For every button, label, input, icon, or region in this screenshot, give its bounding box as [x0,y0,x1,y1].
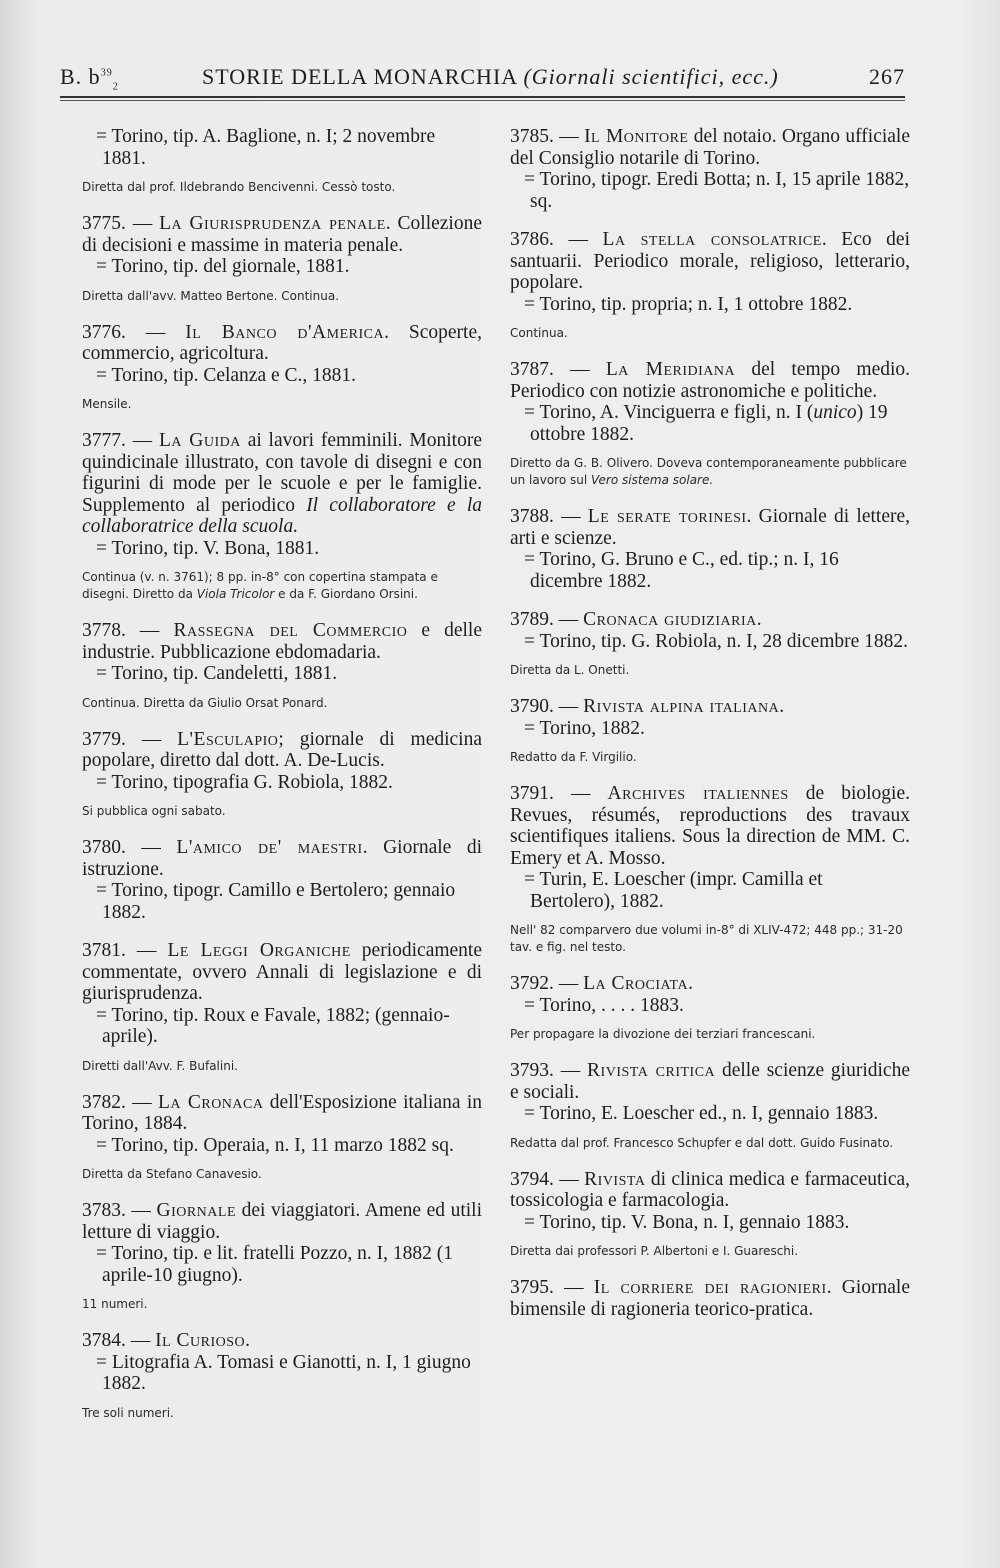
entry-imprint [82,1243,482,1286]
entry-title: Rivista critica [587,1060,716,1081]
entry-title: La Guida [158,430,241,451]
imprint-text: = Torino, tip. V. Bona, n. I, gennaio 1883. [524,1211,850,1233]
note-italic: Vero sistema solare. [591,473,714,487]
catalog-entry [82,1330,482,1422]
entry-description: de biologie. Revues, résumés, reproductions des travaux scientifiques italiens. Sous la direction de MM. C. Emery et A. Mosso. [510,783,910,869]
entry-number: 3783. — [82,1200,157,1221]
entry-description: . [756,609,762,630]
entry-description: dell'Esposizione italiana in Torino, 1884. [82,1091,482,1134]
entry-imprint [510,631,910,653]
entry-imprint [510,995,910,1017]
entry-imprint [82,663,482,685]
entry-title: Rassegna del Commercio [173,620,408,641]
entry-title: La stella consolatrice [602,229,822,250]
note-text: Per propagare la divozione dei terziari francescani. [510,1027,816,1041]
entry-number: 3777. — [82,430,159,451]
catalog-entry [82,322,482,414]
entry-description: ; giornale di medicina popolare, diretto dal dott. A. De-Lucis. [82,728,482,771]
imprint-text: = Torino, tip. G. Robiola, n. I, 28 dicembre 1882. [524,630,909,652]
catalog-entry [82,1200,482,1313]
entry-imprint [82,365,482,387]
entry-number: 3778. — [82,620,174,641]
entry-description: . Giornale di istruzione. [82,837,482,880]
header-rule [60,96,905,98]
entry-number: 3791. — [510,783,608,804]
entry-note [82,1166,482,1183]
entry-note [82,288,482,305]
entry-note [510,1026,910,1043]
catalog-entry [510,1169,910,1261]
entry-note [510,922,910,956]
entry-imprint [510,402,910,445]
entry-description: dei viaggiatori. Amene ed utili letture di viaggio. [82,1200,483,1243]
imprint-text: = Torino, tip. Operaia, n. I, 11 marzo 1882 sq. [96,1134,454,1156]
catalog-entry [82,620,482,712]
note-text: Diretta dall'avv. Matteo Bertone. Continua. [82,288,340,303]
note-text: Diretta dal prof. Ildebrando Bencivenni. Cessò tosto. [82,180,396,194]
imprint-text: ) 19 ottobre 1882. [530,402,888,445]
imprint-text: = Torino, tip. A. Baglione, n. I; 2 novembre 1881. [96,126,436,169]
imprint-text: = Torino, tip. Roux e Favale, 1882; (gennaio-aprile). [96,1004,450,1047]
entry-number: 3788. — [510,506,588,527]
entry-description: del notaio. Organo ufficiale del Consiglio notarile di Torino. [510,126,910,169]
note-text: Redatto da F. Virgilio. [510,750,637,764]
catalog-entry [82,940,482,1075]
imprint-text: = Torino, tip. del giornale, 1881. [96,256,350,277]
note-text: 11 numeri. [82,1297,148,1311]
entry-number: 3785. — [510,126,585,147]
note-text: Diretta da Stefano Canavesio. [82,1167,262,1181]
entry-note [82,179,482,196]
imprint-text: = Turin, E. Loescher (impr. Camilla et Bertolero), 1882. [524,869,823,912]
entry-description: e delle industrie. Pubblicazione ebdomadaria. [82,620,482,663]
entry-title-line [82,729,482,772]
entry-description: . [688,973,693,994]
note-italic: Viola Tricolor [196,587,275,601]
entry-description: ai lavori femminili. Monitore quindicinale illustrato, con tavole di disegni e con figurini di mode per le scuole e per le famiglie. Supplemento al periodico [82,430,482,516]
catalog-entry [510,1277,910,1320]
entry-description: delle scienze giuridiche e sociali. [510,1060,910,1103]
entry-imprint [82,1135,482,1157]
entry-number: 3781. — [82,940,168,961]
entry-description-italic: Il collaboratore e la collaboratrice della scuola. [82,494,482,537]
catalog-entry [510,973,910,1043]
entry-title-line [510,1169,910,1212]
entry-number: 3779. — [82,728,178,750]
catalog-entry [510,229,910,342]
entry-number: 3776. — [82,321,186,343]
entry-title: Cronaca giudiziaria [583,609,757,630]
imprint-text: = Litografia A. Tomasi e Gianotti, n. I, 1 giugno 1882. [96,1351,471,1394]
catalog-entry [510,506,910,592]
entry-note [510,1135,910,1152]
entry-title-line [82,837,482,880]
entry-title: Le Leggi Organiche [167,940,351,961]
imprint-text: = Torino, tipogr. Eredi Botta; n. I, 15 aprile 1882, sq. [524,169,910,212]
catalog-entry [82,1092,482,1184]
entry-title: Il Curioso [155,1330,246,1351]
entry-imprint [510,549,910,592]
note-text: Diretta dai professori P. Albertoni e I. Guareschi. [510,1244,799,1258]
entry-imprint [82,538,482,560]
entry-description: . Giornale bimensile di ragioneria teorico-pratica. [510,1277,910,1320]
entry-number: 3787. — [510,359,606,380]
entry-description: . Collezione di decisioni e massime in materia penale. [82,213,482,256]
imprint-text: = Torino, tip. V. Bona, 1881. [96,537,320,559]
entry-note [82,1296,482,1313]
entry-imprint [82,1005,482,1048]
entry-title-line [510,126,910,169]
entry-description: . Eco dei santuarii. Periodico morale, religioso, letterario, popolare. [510,229,910,293]
note-text: Redatta dal prof. Francesco Schupfer e dal dott. Guido Fusinato. [510,1135,894,1150]
catalog-entry [82,837,482,923]
note-text: Si pubblica ogni sabato. [82,804,226,818]
entry-title-line [82,1330,482,1352]
entry-note [510,1243,910,1260]
catalog-entry [510,359,910,489]
entry-title: La Crociata [583,973,689,994]
imprint-text: = Torino, tipogr. Camillo e Bertolero; gennaio 1882. [96,880,456,923]
entry-note [82,695,482,712]
entry-title: Le serate torinesi [587,506,747,527]
note-prefix: Continua (v. n. 3761); 8 pp. in-8° con copertina stampata e disegni. Diretto da [82,570,438,601]
header-subtitle: (Giornali scientifici, ecc.) [523,64,779,89]
entry-title-line [82,620,482,663]
header-signature: B. $b^{39}_2$ [60,64,119,93]
entry-description: . Giornale di lettere, arti e scienze. [510,506,910,549]
entry-number: 3795. — [510,1277,594,1298]
entry-imprint [510,718,910,740]
entry-title-line [82,1200,482,1243]
entry-note [82,1405,482,1422]
entry-number: 3784. — [82,1330,156,1351]
entry-note [510,455,910,489]
imprint-text: = Torino, tip. Candeletti, 1881. [96,663,338,684]
entry-title-line [82,940,482,1005]
entry-title: Il corriere dei ragionieri [593,1277,827,1298]
note-text: Diretti dall'Avv. F. Bufalini. [82,1058,238,1073]
entry-number: 3786. — [510,229,603,250]
right-column [510,126,910,1337]
entry-imprint [510,294,910,316]
entry-title: Il Monitore [584,126,689,147]
note-prefix: Diretto da G. B. Olivero. Doveva contemporaneamente pubblicare un lavoro sul [510,456,907,487]
entry-imprint [510,1212,910,1234]
entry-imprint [82,880,482,923]
imprint-text: = Torino, tipografia G. Robiola, 1882. [96,771,393,793]
entry-title: L'Esculapio [177,728,279,750]
entry-title: Rivista alpina italiana [583,696,780,717]
catalog-entry [510,1060,910,1152]
entry-title-line [510,359,910,402]
imprint-text: = Torino, 1882. [524,717,645,739]
imprint-text: = Torino, tip. propria; n. I, 1 ottobre 1882. [524,293,853,315]
entry-title-line [510,973,910,995]
entry-description: . [779,696,785,717]
page-number: 267 [869,64,905,89]
entry-title-line [82,213,482,256]
imprint-italic: unico [813,402,857,423]
entry-number: 3790. — [510,696,584,717]
note-text: Diretta da L. Onetti. [510,663,630,677]
entry-imprint [82,126,482,169]
entry-imprint [510,1103,910,1125]
entry-title: L'amico de' maestri [176,837,363,858]
entry-note [82,1058,482,1075]
entry-title-line [510,506,910,549]
header-rule-thin [60,100,905,101]
note-text: Continua. Diretta da Giulio Orsat Ponard. [82,695,328,710]
entry-title-line [510,1277,910,1320]
imprint-text: = Torino, G. Bruno e C., ed. tip.; n. I, 16 dicembre 1882. [524,549,839,592]
entry-note [82,569,482,603]
entry-number: 3793. — [510,1060,588,1081]
entry-title: Rivista [584,1168,646,1190]
entry-title: Il Banco d'America [185,321,385,343]
entry-title-line [510,696,910,718]
entry-title-line [510,783,910,869]
entry-title: La Meridiana [605,359,736,380]
entry-number: 3782. — [82,1091,159,1113]
catalog-entry [82,126,482,196]
entry-description: . [245,1330,251,1351]
entry-number: 3794. — [510,1168,585,1190]
left-column [82,126,482,1439]
entry-imprint [82,256,482,278]
note-text: Continua. [510,326,568,340]
entry-note [510,749,910,766]
catalog-entry [510,126,910,212]
entry-description: di clinica medica e farmaceutica, tossicologia e farmacologia. [510,1168,911,1211]
entry-title-line [82,322,482,365]
catalog-entry [82,729,482,821]
entry-note [510,662,910,679]
catalog-entry [510,783,910,956]
entry-number: 3775. — [82,213,160,234]
entry-imprint [510,169,910,212]
entry-title-line [82,430,482,538]
catalog-entry [510,696,910,766]
note-text: e da F. Giordano Orsini. [274,587,418,601]
note-text: Nell' 82 comparvero due volumi in-8° di XLIV-472; 448 pp.; 31-20 tav. e fig. nel testo. [510,923,903,954]
running-header [60,64,905,92]
imprint-text: = Torino, tip. e lit. fratelli Pozzo, n. I, 1882 (1 aprile-10 giugno). [96,1243,453,1286]
imprint-text: = Torino, E. Loescher ed., n. I, gennaio 1883. [524,1103,879,1124]
catalog-entry [510,609,910,679]
entry-description: periodicamente commentate, ovvero Annali di legislazione e di giurisprudenza. [82,940,482,1004]
entry-title: La Cronaca [158,1091,264,1113]
entry-note [82,803,482,820]
entry-title-line [82,1092,482,1135]
entry-description: . Scoperte, commercio, agricoltura. [82,321,482,364]
entry-title-line [510,1060,910,1103]
entry-imprint [82,1352,482,1395]
catalog-entry [82,430,482,603]
entry-number: 3792. — [510,973,584,994]
entry-title: Giornale [156,1200,237,1221]
note-text: Tre soli numeri. [82,1405,174,1420]
entry-title-line [510,609,910,631]
imprint-text: = Torino, . . . . 1883. [524,994,684,1016]
entry-number: 3789. — [510,609,584,630]
note-text: Mensile. [82,397,132,411]
entry-number: 3780. — [82,837,177,858]
entry-title: Archives italiennes [607,783,789,804]
catalog-entry [82,213,482,305]
entry-imprint [510,869,910,912]
imprint-text: = Torino, tip. Celanza e C., 1881. [96,364,357,386]
entry-title-line [510,229,910,294]
entry-note [82,396,482,413]
imprint-prefix: = Torino, A. Vinciguerra e figli, n. I ( [524,402,814,423]
header-title: STORIE DELLA MONARCHIA (Giornali scientifici, ecc.) [202,64,779,89]
entry-note [510,325,910,342]
entry-description: del tempo medio. Periodico con notizie astronomiche e politiche. [510,359,911,402]
entry-title: La Giurisprudenza penale [159,213,386,234]
entry-imprint [82,772,482,794]
